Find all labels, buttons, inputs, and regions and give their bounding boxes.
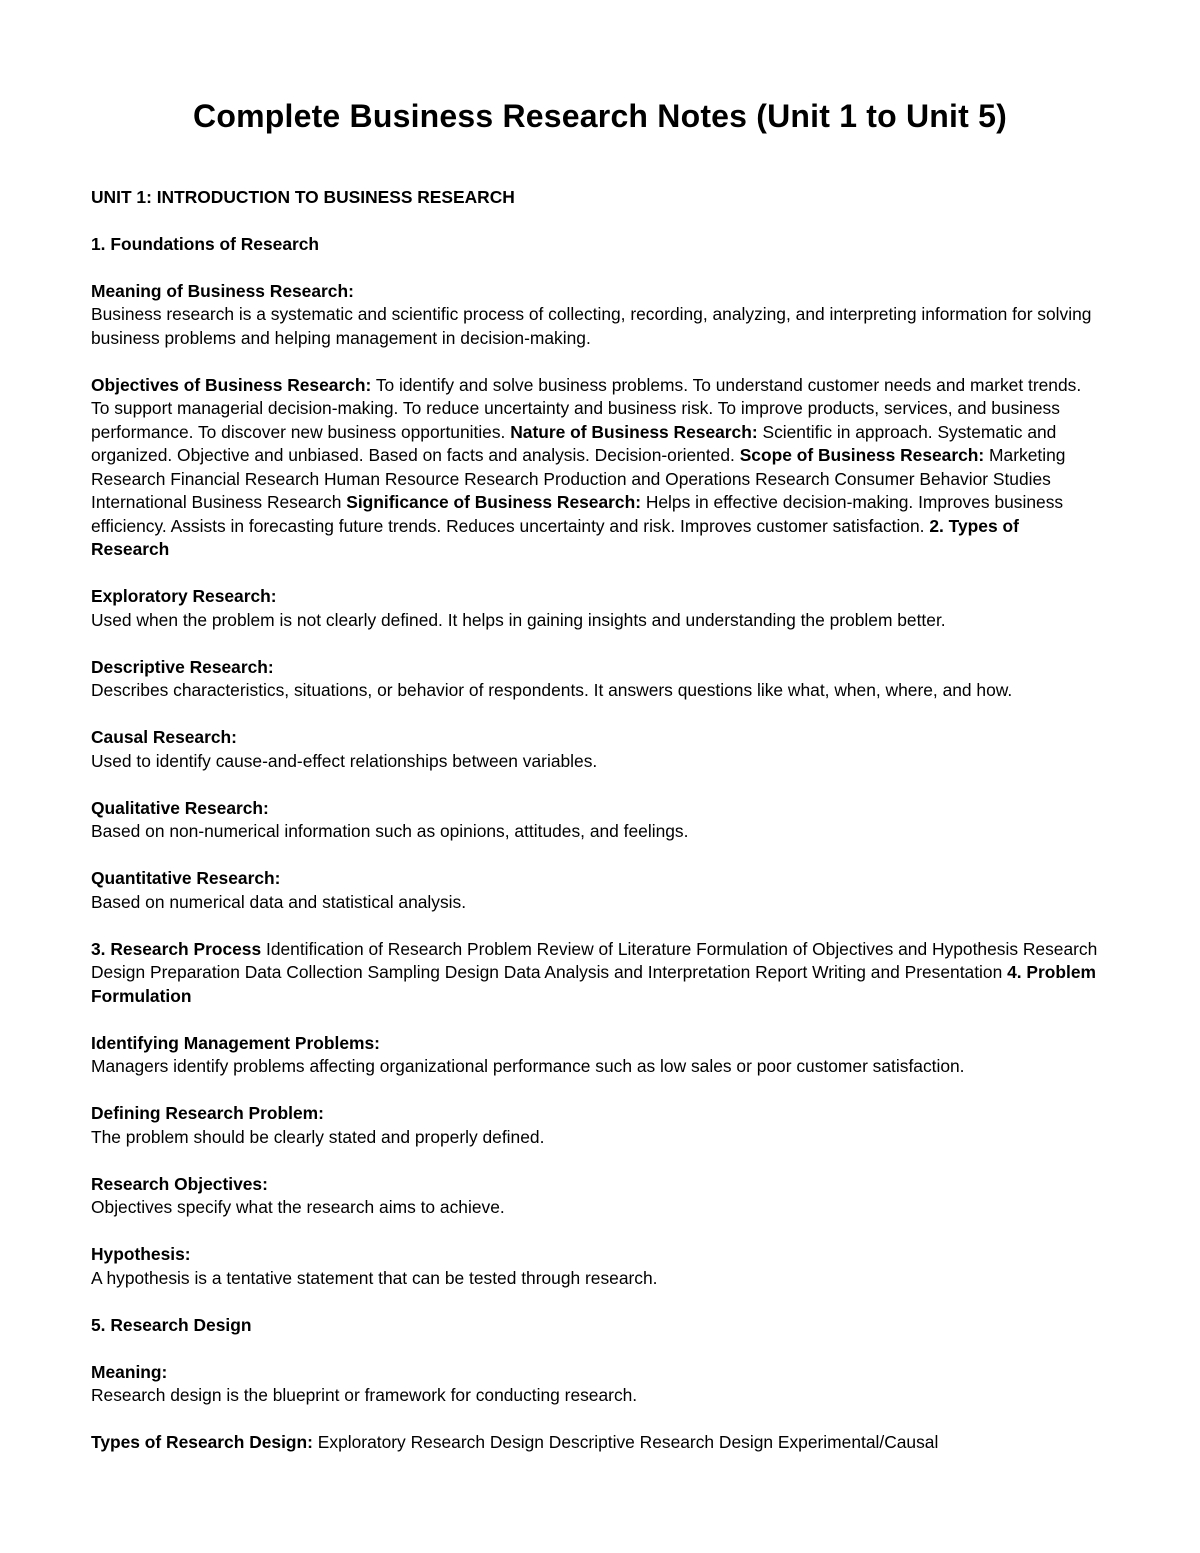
identifying-paragraph xyxy=(91,1032,1101,1079)
scope-text: Marketing Research Financial Research Human Resource Research Production and Operations Research Consumer Behavior Studies International Business Research xyxy=(91,445,1066,512)
design-types-label: Types of Research Design: xyxy=(91,1432,313,1452)
unit-1-heading: UNIT 1: INTRODUCTION TO BUSINESS RESEARCH xyxy=(91,187,515,207)
research-objectives-label: Research Objectives: xyxy=(91,1173,268,1194)
research-objectives-text: Objectives specify what the research aims to achieve. xyxy=(91,1197,505,1217)
process-text: Identification of Research Problem Review of Literature Formulation of Objectives and Hypothesis Research Design Preparation Data Collection Sampling Design Data Analysis and Interpretation Report Writing and Presentation xyxy=(91,938,1098,982)
objectives-paragraph xyxy=(91,374,1101,562)
qualitative-label: Qualitative Research: xyxy=(91,797,269,818)
causal-text: Used to identify cause-and-effect relationships between variables. xyxy=(91,750,598,771)
hypothesis-paragraph xyxy=(91,1243,1101,1290)
defining-label: Defining Research Problem: xyxy=(91,1103,324,1123)
objectives-text: To identify and solve business problems. To understand customer needs and market trends. To support managerial decision-making. To reduce uncertainty and business risk. To improve products, services, and business performance. To discover new business opportunities. xyxy=(91,374,1082,442)
defining-paragraph xyxy=(91,1102,1101,1149)
significance-label: Significance of Business Research: xyxy=(346,492,641,512)
identifying-text: Managers identify problems affecting organizational performance such as low sales or poor customer satisfaction. xyxy=(91,1056,965,1076)
causal-paragraph xyxy=(91,726,1101,773)
meaning-label: Meaning of Business Research: xyxy=(91,280,354,301)
meaning-paragraph xyxy=(91,280,1101,351)
section-5-heading: 5. Research Design xyxy=(91,1314,252,1335)
design-meaning-paragraph xyxy=(91,1361,1101,1408)
qualitative-paragraph xyxy=(91,797,1101,844)
section-3-heading: 3. Research Process xyxy=(91,938,262,959)
causal-label: Causal Research: xyxy=(91,727,237,747)
nature-text: Scientific in approach. Systematic and organized. Objective and unbiased. Based on facts and analysis. Decision-oriented. xyxy=(91,421,1057,465)
nature-label: Nature of Business Research: xyxy=(510,421,758,442)
design-meaning-label: Meaning: xyxy=(91,1361,168,1382)
defining-text: The problem should be clearly stated and properly defined. xyxy=(91,1126,545,1147)
descriptive-label: Descriptive Research: xyxy=(91,656,274,677)
descriptive-paragraph xyxy=(91,656,1101,703)
research-objectives-paragraph xyxy=(91,1173,1101,1220)
section-4-heading: 4. Problem Formulation xyxy=(91,962,1097,1006)
descriptive-text: Describes characteristics, situations, or behavior of respondents. It answers questions like what, when, where, and how. xyxy=(91,680,1013,700)
exploratory-label: Exploratory Research: xyxy=(91,586,277,606)
objectives-label: Objectives of Business Research: xyxy=(91,374,372,395)
design-meaning-text: Research design is the blueprint or framework for conducting research. xyxy=(91,1385,638,1405)
process-paragraph xyxy=(91,938,1101,1009)
section-2-heading: 2. Types of Research xyxy=(91,515,1019,559)
meaning-text: Business research is a systematic and scientific process of collecting, recording, analyzing, and interpreting information for solving business problems and helping management in decision-making. xyxy=(91,304,1092,348)
document-body xyxy=(91,186,1101,1478)
section-1-heading: 1. Foundations of Research xyxy=(91,233,320,254)
design-types-text: Exploratory Research Design Descriptive Research Design Experimental/Causal xyxy=(312,1432,939,1452)
significance-text: Helps in effective decision-making. Improves business efficiency. Assists in forecasting future trends. Reduces uncertainty and risk. Improves customer satisfaction. xyxy=(91,492,1064,536)
quantitative-paragraph xyxy=(91,867,1101,914)
document-title: Complete Business Research Notes (Unit 1 to Unit 5) xyxy=(193,98,1007,134)
qualitative-text: Based on non-numerical information such as opinions, attitudes, and feelings. xyxy=(91,821,689,841)
quantitative-text: Based on numerical data and statistical analysis. xyxy=(91,891,467,912)
identifying-label: Identifying Management Problems: xyxy=(91,1032,380,1053)
design-types-paragraph xyxy=(91,1431,1101,1455)
scope-label: Scope of Business Research: xyxy=(739,445,985,465)
hypothesis-label: Hypothesis: xyxy=(91,1244,191,1264)
hypothesis-text: A hypothesis is a tentative statement that can be tested through research. xyxy=(91,1267,658,1288)
exploratory-paragraph xyxy=(91,585,1101,632)
exploratory-text: Used when the problem is not clearly defined. It helps in gaining insights and understanding the problem better. xyxy=(91,609,946,630)
quantitative-label: Quantitative Research: xyxy=(91,868,281,888)
